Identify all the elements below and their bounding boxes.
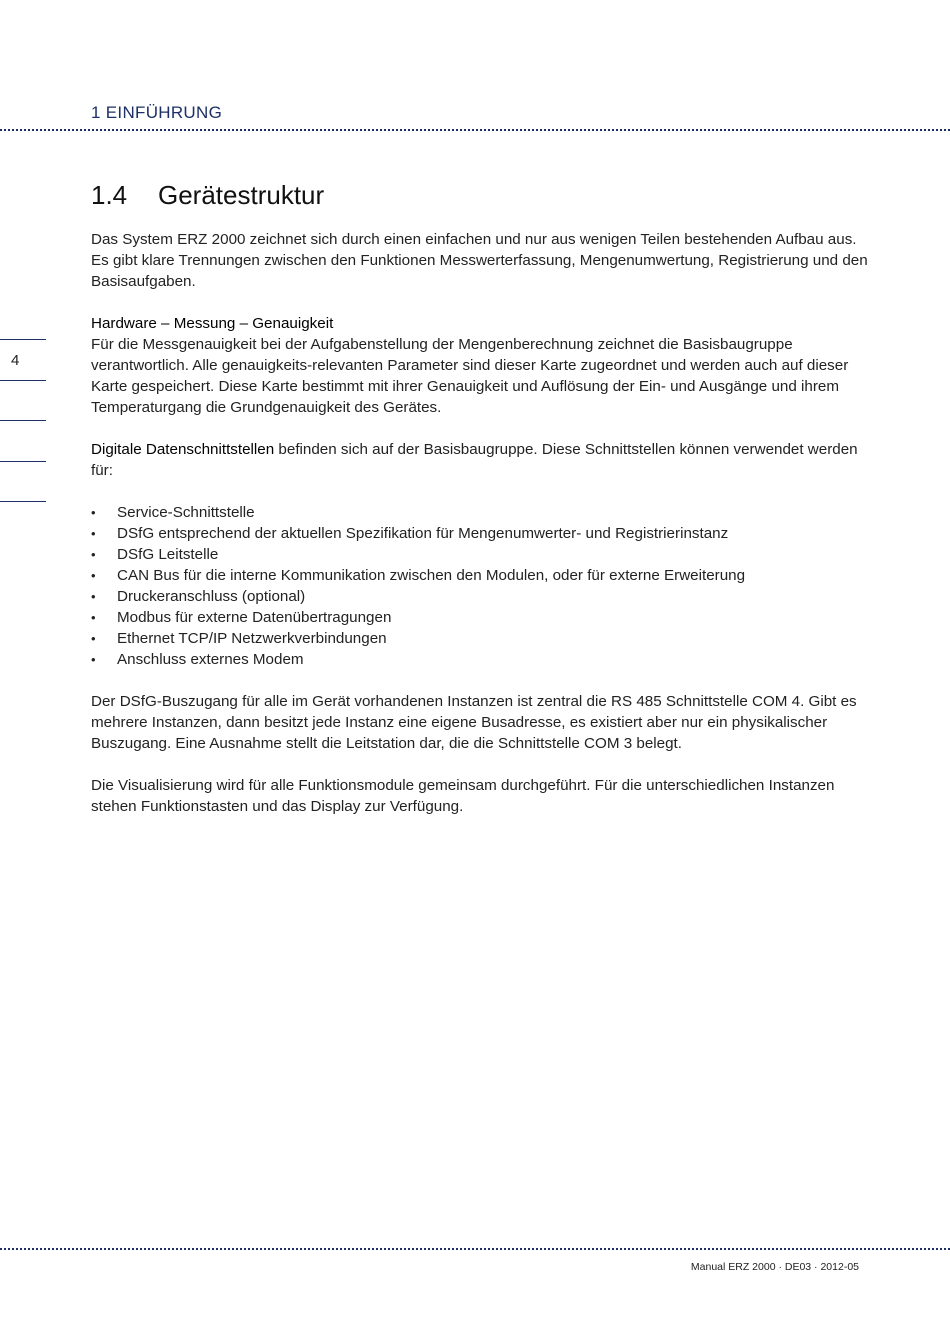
- header-divider: [0, 129, 950, 131]
- list-item: [91, 565, 871, 586]
- list-item: [91, 523, 871, 544]
- list-item-text: Anschluss externes Modem: [117, 651, 304, 668]
- body-content: [91, 229, 871, 838]
- bullet-icon: •: [91, 610, 96, 625]
- page-tab-marker: [0, 339, 46, 340]
- section-number: 1.4: [91, 180, 128, 210]
- list-item-text: Druckeranschluss (optional): [117, 588, 306, 605]
- interfaces-label: Digitale Datenschnittstellen: [91, 441, 275, 458]
- bullet-icon: •: [91, 568, 96, 583]
- section-title: [91, 180, 324, 211]
- list-item: [91, 586, 871, 607]
- list-item: [91, 649, 871, 670]
- list-item-text: Modbus für externe Datenübertragungen: [117, 609, 392, 626]
- hardware-heading: Hardware – Messung – Genauigkeit: [91, 315, 334, 332]
- hardware-section: [91, 313, 871, 418]
- list-item: [91, 607, 871, 628]
- bullet-icon: •: [91, 652, 96, 667]
- bullet-icon: •: [91, 589, 96, 604]
- chapter-header: 1 EINFÜHRUNG: [91, 103, 223, 122]
- page-tab-marker: [0, 380, 46, 381]
- page-tab-marker: [0, 461, 46, 462]
- bus-paragraph: Der DSfG-Buszugang für alle im Gerät vorhandenen Instanzen ist zentral die RS 485 Schnittstelle COM 4. Gibt es mehrere Instanzen, dann besitzt jede Instanz eine eigene Busadresse, es existiert aber nur ein physikalischer Buszugang. Eine Ausnahme stellt die Leitstation dar, die die Schnittstelle COM 3 belegt.: [91, 693, 857, 752]
- list-item: [91, 544, 871, 565]
- interfaces-paragraph: [91, 439, 871, 481]
- section-title-text: Gerätestruktur: [158, 180, 325, 210]
- list-item: [91, 628, 871, 649]
- interface-list: [91, 502, 871, 670]
- list-item-text: Service-Schnittstelle: [117, 504, 255, 521]
- page-tab-marker: [0, 501, 46, 502]
- footer-divider: [0, 1248, 950, 1250]
- document-reference: Manual ERZ 2000 · DE03 · 2012-05: [690, 1261, 859, 1273]
- bullet-icon: •: [91, 505, 96, 520]
- bullet-icon: •: [91, 526, 96, 541]
- list-item-text: DSfG entsprechend der aktuellen Spezifikation für Mengenumwerter- und Registrierinstanz: [117, 525, 729, 542]
- hardware-text: Für die Messgenauigkeit bei der Aufgabenstellung der Mengenberechnung zeichnet die Basisbaugruppe verantwortlich. Alle genauigkeits-relevanten Parameter sind dieser Karte zugeordnet und werden auch auf dieser Karte gespeichert. Diese Karte bestimmt mit ihrer Genauigkeit und Auflösung der Ein- und Ausgänge und ihrem Temperaturgang die Grundgenauigkeit des Gerätes.: [91, 336, 849, 416]
- page-number: 4: [11, 352, 20, 369]
- page-tab-marker: [0, 420, 46, 421]
- list-item: [91, 502, 871, 523]
- visualization-paragraph: Die Visualisierung wird für alle Funktionsmodule gemeinsam durchgeführt. Für die unterschiedlichen Instanzen stehen Funktionstasten und das Display zur Verfügung.: [91, 777, 835, 815]
- bullet-icon: •: [91, 547, 96, 562]
- interfaces-text: befinden sich auf der Basisbaugruppe. Diese Schnittstellen können verwendet werden für:: [91, 441, 858, 479]
- list-item-text: Ethernet TCP/IP Netzwerkverbindungen: [117, 630, 387, 647]
- bullet-icon: •: [91, 631, 96, 646]
- intro-paragraph: Das System ERZ 2000 zeichnet sich durch einen einfachen und nur aus wenigen Teilen bestehenden Aufbau aus. Es gibt klare Trennungen zwischen den Funktionen Messwerterfassung, Mengenumwertung, Registrierung und den Basisaufgaben.: [91, 231, 868, 290]
- list-item-text: CAN Bus für die interne Kommunikation zwischen den Modulen, oder für externe Erweiterung: [117, 567, 746, 584]
- list-item-text: DSfG Leitstelle: [117, 546, 219, 563]
